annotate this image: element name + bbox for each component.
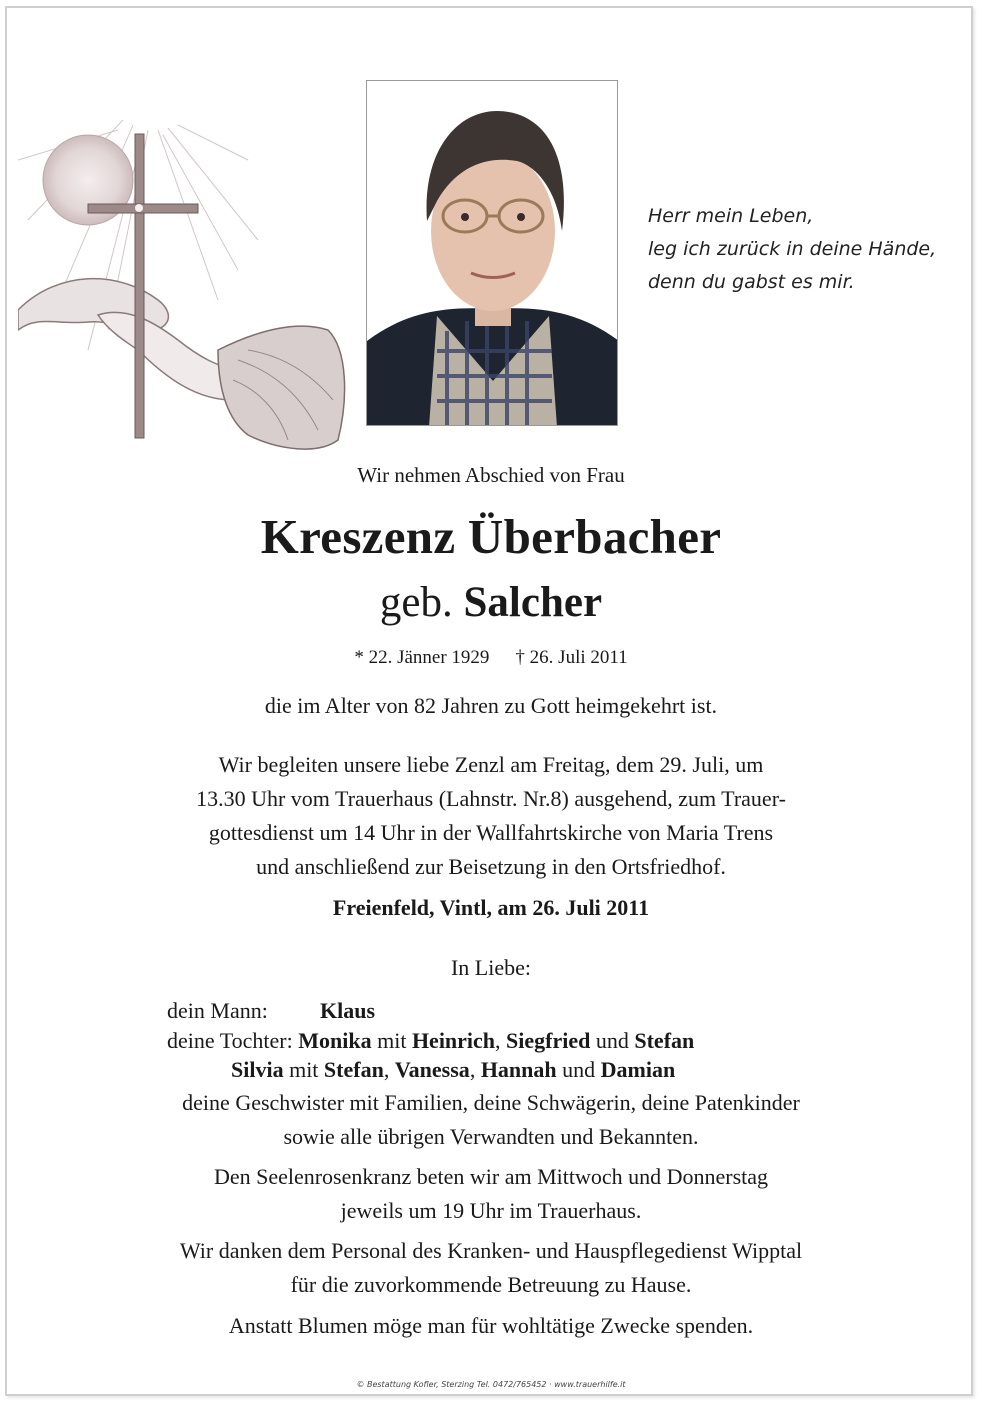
age-text: die im Alter von 82 Jahren zu Gott heimgekehrt ist. xyxy=(264,693,718,718)
birth-surname: Salcher xyxy=(463,579,603,626)
relative-name: Stefan xyxy=(323,1057,384,1082)
thanks-text xyxy=(0,1234,982,1302)
family-daughter-line xyxy=(167,1028,694,1054)
family-husband-name xyxy=(320,998,375,1024)
separator: , xyxy=(495,1028,501,1053)
relative-name: Heinrich xyxy=(411,1028,496,1053)
birth-prefix: geb. xyxy=(379,579,453,626)
quote-line: denn du gabst es mir. xyxy=(648,271,855,293)
text-line: Wir begleiten unsere liebe Zenzl am Freitag, dem 29. Juli, um xyxy=(218,752,764,777)
relative-name: Vanessa xyxy=(394,1057,470,1082)
connector: mit xyxy=(289,1057,319,1082)
family-relatives xyxy=(0,1086,982,1154)
separator: , xyxy=(383,1057,390,1082)
cross-hands-illustration xyxy=(18,100,358,480)
intro-text: Wir nehmen Abschied von Frau xyxy=(357,463,625,487)
quote-line: leg ich zurück in deine Hände, xyxy=(648,238,937,260)
connector: mit xyxy=(377,1028,407,1053)
connector: und xyxy=(595,1028,629,1053)
text-line: 13.30 Uhr vom Trauerhaus (Lahnstr. Nr.8) ausgehend, zum Trauer- xyxy=(196,786,786,811)
connector: und xyxy=(562,1057,596,1082)
donation-text: Anstatt Blumen möge man für wohltätige Zwecke spenden. xyxy=(228,1313,754,1338)
family-husband-label: dein Mann: xyxy=(167,998,268,1023)
text-line: sowie alle übrigen Verwandten und Bekannten. xyxy=(283,1124,699,1149)
text-line: Wir danken dem Personal des Kranken- und Hauspflegedienst Wipptal xyxy=(179,1238,803,1263)
relative-name: Hannah xyxy=(480,1057,557,1082)
died-date: † 26. Juli 2011 xyxy=(515,647,628,668)
funeral-details xyxy=(0,748,982,884)
portrait-photo xyxy=(366,80,618,426)
family-silvia-line xyxy=(231,1057,675,1083)
separator: , xyxy=(469,1057,476,1082)
in-love-heading: In Liebe: xyxy=(450,955,532,980)
text-line: und anschließend zur Beisetzung in den Ortsfriedhof. xyxy=(256,854,726,879)
footer-credit: © Bestattung Kofler, Sterzing Tel. 0472/765452 · www.trauerhilfe.it xyxy=(356,1380,626,1389)
quote-line: Herr mein Leben, xyxy=(648,205,814,227)
relative-name: Monika xyxy=(298,1028,372,1053)
birth-name xyxy=(0,578,982,627)
relative-name: Stefan xyxy=(634,1028,695,1053)
text-line: deine Geschwister mit Familien, deine Schwägerin, deine Patenkinder xyxy=(182,1090,800,1115)
text-line: gottesdienst um 14 Uhr in der Wallfahrtskirche von Maria Trens xyxy=(208,820,774,845)
relative-name: Siegfried xyxy=(506,1028,591,1053)
born-date: * 22. Jänner 1929 xyxy=(354,647,490,668)
daughter-label: deine Tochter: xyxy=(167,1028,293,1053)
relative-name: Silvia xyxy=(231,1057,284,1082)
text-line: Den Seelenrosenkranz beten wir am Mittwoch und Donnerstag xyxy=(213,1164,769,1189)
husband-name: Klaus xyxy=(320,998,376,1023)
rosary-text xyxy=(0,1160,982,1228)
place-date: Freienfeld, Vintl, am 26. Juli 2011 xyxy=(332,895,650,920)
text-line: für die zuvorkommende Betreuung zu Hause. xyxy=(290,1272,692,1297)
text-line: jeweils um 19 Uhr im Trauerhaus. xyxy=(340,1198,642,1223)
bible-quote xyxy=(648,200,968,299)
life-dates xyxy=(0,647,982,669)
relative-name: Damian xyxy=(600,1057,676,1082)
deceased-name: Kreszenz Überbacher xyxy=(260,509,722,564)
